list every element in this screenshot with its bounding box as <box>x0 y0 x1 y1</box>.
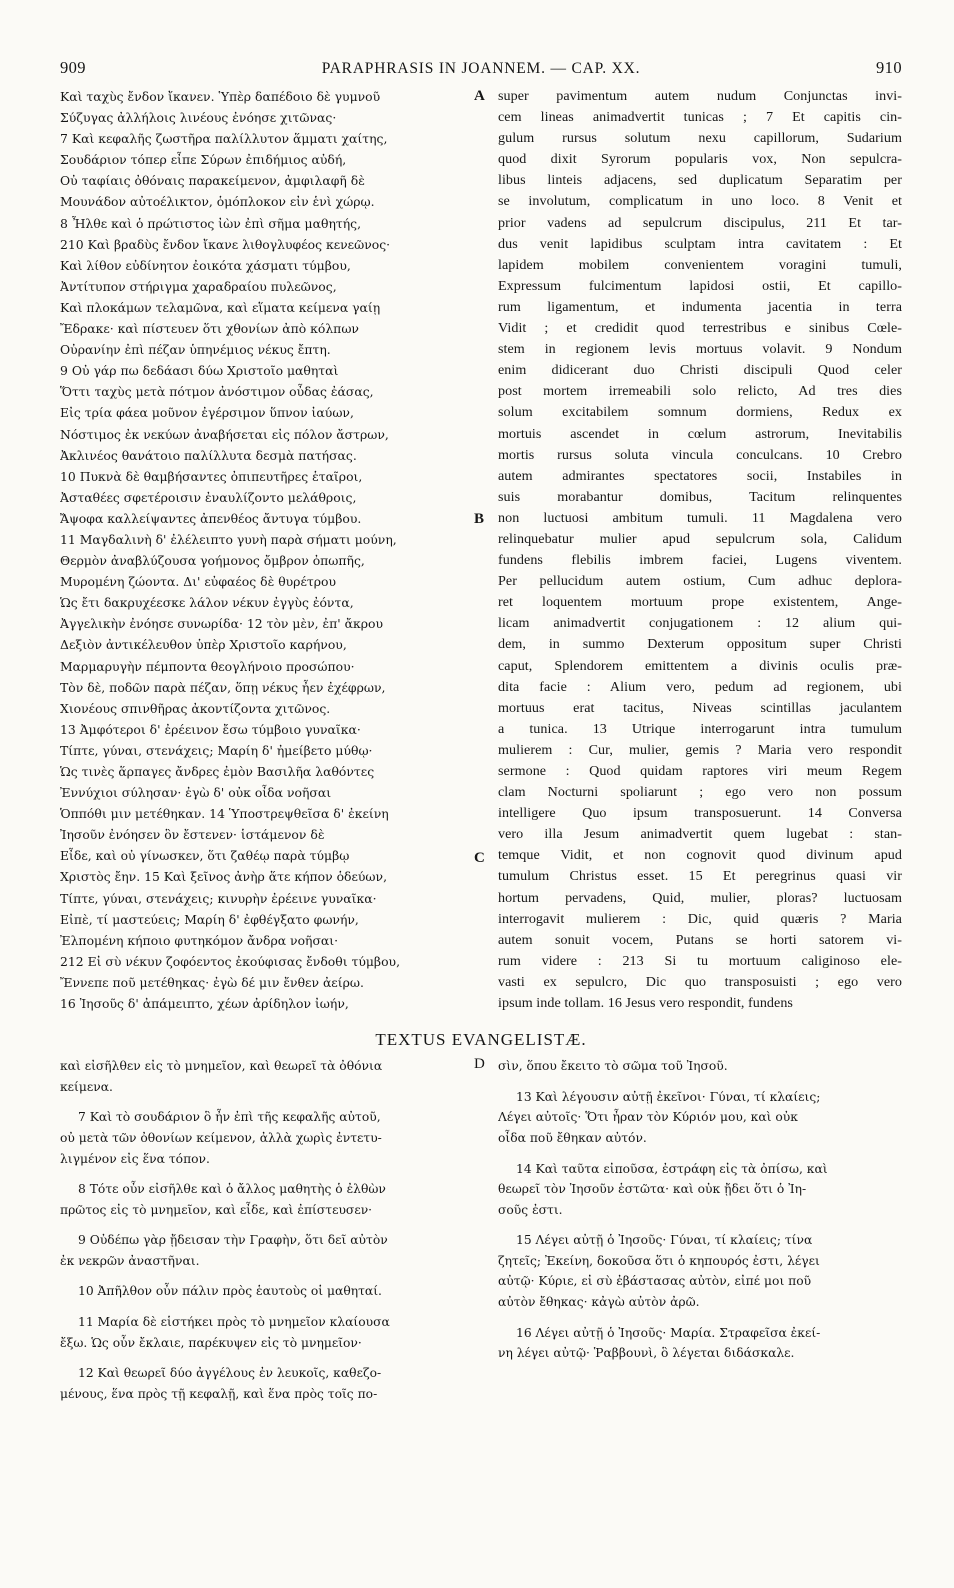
gospel-verse-paragraph <box>60 1363 464 1404</box>
page <box>60 58 902 1414</box>
paraphrase-section <box>60 86 902 1014</box>
latin-text-line: caput, Splendorem emittentem a divinis oculis præ- <box>498 657 902 674</box>
latin-text-line: temque Vidit, et non cognovit quod divinum apud <box>498 847 902 864</box>
gospel-verse-paragraph <box>60 1230 464 1271</box>
margin-marker-c: C <box>474 850 485 866</box>
gospel-text-line: 7 Καὶ τὸ σουδάριον ὃ ἦν ἐπὶ τῆς κεφαλῆς αὐτοῦ, <box>78 1110 381 1125</box>
latin-text-line: sermone : Quod quidam raptores viri meum Regem <box>498 763 902 779</box>
greek-verse-line: Ἀκλινέος θανάτοιο παλίλλυτα δεσμὰ πατήσας. <box>60 447 357 463</box>
gospel-text-line: πρῶτος εἰς τὸ μνημεῖον, καὶ εἶδε, καὶ ἐπίστευσεν· <box>60 1202 373 1217</box>
latin-text-line: prior vadens ad sepulcrum discipulus, 211 Et tar- <box>498 214 902 231</box>
latin-text-line: ret loquentem mortuum prope existentem, Ange- <box>498 594 902 611</box>
latin-text-line: dita facie : Alium vero, pedum ad regionem, ubi <box>498 678 902 695</box>
gospel-text-line: 16 Λέγει αὐτῇ ὁ Ἰησοῦς· Μαρία. Στραφεῖσα ἐκεί- <box>516 1325 821 1340</box>
latin-text-line: intelligere Quo ipsum transposuerunt. 14 Conversa <box>498 805 902 822</box>
latin-text-line: relinquebatur mulier apud sepulcrum sola, Calidum <box>498 530 902 547</box>
section-title: TEXTUS EVANGELISTÆ. <box>375 1030 587 1050</box>
latin-text-line: rum ligamentum, et indumenta jacentia in terra <box>498 298 902 315</box>
gospel-verse-paragraph <box>498 1056 902 1077</box>
greek-verse-line: 11 Μαγδαλινὴ δ' ἐλέλειπτο γυνὴ παρὰ σήματι μούνη, <box>60 531 397 547</box>
gospel-text-line: λιγμένον εἰς ἕνα τόπον. <box>60 1151 210 1166</box>
greek-verse-line: 10 Πυκνὰ δὲ θαμβήσαντες ὀπιπευτῆρες ἑταῖροι, <box>60 468 363 484</box>
greek-verse-line: Μαρμαρυγὴν πέμποντα θεογλήνοιο προσώπου· <box>60 658 355 674</box>
greek-verse-line: Τίπτε, γύναι, στενάχεις; Μαρίη δ' ἠμείβετο μύθῳ· <box>60 742 373 758</box>
latin-text-line: vasti ex sepulcro, Dic quo transposuisti ; ego vero <box>498 973 902 990</box>
greek-verse-line: 7 Καὶ κεφαλῆς ζωστῆρα παλίλλυτον ἅμματι χαίτης, <box>60 131 388 147</box>
latin-text-line: tumulum Christus esset. 15 Et peregrinus quasi vir <box>498 868 902 885</box>
gospel-text-line: καὶ εἰσῆλθεν εἰς τὸ μνημεῖον, καὶ θεωρεῖ τὰ ὀθόνια <box>60 1059 383 1074</box>
page-header <box>60 58 902 84</box>
latin-text-line: rum videre : 213 Si tu mortuum caliginoso ele- <box>498 952 902 969</box>
latin-text-line: enim didicerant duo Christi discipuli Quod celer <box>498 362 902 379</box>
gospel-text-line: 13 Καὶ λέγουσιν αὐτῇ ἐκεῖνοι· Γύναι, τί κλαίεις; <box>516 1089 821 1104</box>
gospel-text-line: αὐτὸν ἔθηκας· κἀγὼ αὐτὸν ἀρῶ. <box>498 1295 700 1310</box>
latin-text-line: solum excitabilem somnum dormiens, Redux ex <box>498 404 902 421</box>
greek-verse-line: Σουδάριον τόπερ εἶπε Σύρων ἐπιδήμιος αὐδή, <box>60 152 347 168</box>
gospel-verse-paragraph <box>498 1323 902 1364</box>
latin-text-line: se involutum, complicatum in uno loco. 8 Venit et <box>498 193 902 210</box>
greek-verse-line: Ὡς τινὲς ἅρπαγες ἄνδρες ἐμὸν Βασιλῆα λαθόντες <box>60 764 375 779</box>
gospel-text-line: αὐτῷ· Κύριε, εἰ σὺ ἐβάστασας αὐτὸν, εἰπέ μοι ποῦ <box>498 1274 812 1289</box>
gospel-text-left-column <box>60 1056 464 1414</box>
latin-text-line: ipsum inde tollam. 16 Jesus vero respondit, fundens <box>498 995 793 1012</box>
latin-text-line: non luctuosi ambitum tumuli. 11 Magdalena vero <box>498 509 902 526</box>
greek-verse-line: Μυρομένη ζώοντα. Δι' εὐφαέος δὲ θυρέτρου <box>60 574 337 590</box>
latin-text-line: cem lineas animadvertit tunicas ; 7 Et capitis cin- <box>498 109 902 126</box>
gospel-verse-paragraph <box>498 1087 902 1149</box>
gospel-verse-paragraph <box>60 1056 464 1097</box>
latin-text-line: lapidem mobilem convenientem voragini tumuli, <box>498 256 902 273</box>
latin-text-line: vero illa Jesum animadvertit quem lugebat : stan- <box>498 826 902 843</box>
gospel-text-line: θεωρεῖ τὸν Ἰησοῦν ἑστῶτα· καὶ οὐκ ᾔδει ὅτι ὁ Ἰη- <box>498 1182 807 1197</box>
gospel-text-line: 14 Καὶ ταῦτα εἰποῦσα, ἐστράφη εἰς τὰ ὀπίσω, καὶ <box>516 1161 828 1176</box>
gospel-text-line: 8 Τότε οὖν εἰσῆλθε καὶ ὁ ἄλλος μαθητὴς ὁ ἐλθὼν <box>78 1182 386 1197</box>
greek-verse-line: Ἐννύχιοι σύλησαν· ἐγὼ δ' οὐκ οἶδα νοῆσαι <box>60 785 332 801</box>
gospel-text-line: 9 Οὐδέπω γὰρ ᾔδεισαν τὴν Γραφὴν, ὅτι δεῖ αὐτὸν <box>78 1233 388 1248</box>
greek-verse-line: Ἔδρακε· καὶ πίστευεν ὅτι χθονίων ἀπὸ κόλπων <box>60 321 359 337</box>
gospel-verse-paragraph <box>60 1107 464 1169</box>
greek-verse-line: Οὐρανίην ἐπὶ πέζαν ὑπηνέμιος νέκυς ἔπτη. <box>60 342 331 358</box>
gospel-verse-paragraph <box>498 1230 902 1312</box>
greek-verse-line: Οὐ ταφίαις ὀθόναις παρακείμενον, ἀμφιλαφῆ δὲ <box>60 173 365 189</box>
latin-translation-column <box>498 86 902 1014</box>
latin-text-line: Vidit ; et credidit quod terrestribus e sinibus Cœle- <box>498 320 902 337</box>
greek-verse-line: Χριστὸς ἔην. 15 Καὶ ξεῖνος ἀνὴρ ἅτε κήπον ὁδεύων, <box>60 869 388 885</box>
right-page-number: 910 <box>876 58 902 77</box>
greek-verse-line: Ὅττι ταχὺς μετὰ πότμον ἀνόστιμον οὖδας ἐάσας, <box>60 384 374 400</box>
greek-verse-line: Ἔννεπε ποῦ μετέθηκας· ἐγὼ δέ μιν ἔνθεν ἀείρω. <box>60 974 364 990</box>
gospel-verse-paragraph <box>60 1312 464 1353</box>
greek-verse-line: Δεξιὸν ἀντικέλευθον ὑπὲρ Χριστοῖο καρήνου, <box>60 637 347 653</box>
greek-verse-column <box>60 86 470 1014</box>
greek-verse-line: Θερμὸν ἀναβλύζουσα γοήμονος ὄμβρον ὀπωπῆς, <box>60 553 365 569</box>
greek-verse-line: 8 Ἦλθε καὶ ὁ πρώτιστος ἰὼν ἐπὶ σῆμα μαθητής, <box>60 215 362 231</box>
greek-verse-line: Τὸν δὲ, ποδῶν παρὰ πέζαν, ὅπῃ νέκυς ἦεν ἐχέφρων, <box>60 679 386 695</box>
greek-verse-line: Εἰπὲ, τί μαστεύεις; Μαρίη δ' ἐφθέγξατο φωνήν, <box>60 911 359 927</box>
greek-verse-line: Εἰς τρία φάεα μοῦνον ἐγέρσιμον ὕπνον ἰαύων, <box>60 405 354 421</box>
latin-text-line: a tunica. 13 Utrique interrogarunt intra tumulum <box>498 720 902 737</box>
greek-verse-line: Τίπτε, γύναι, στενάχεις; κινυρὴν ἐρέεινε γυναῖκα· <box>60 890 377 906</box>
greek-verse-line: Ἀσταθέες σφετέροισιν ἐναυλίζοντο μελάθροις, <box>60 489 357 505</box>
gospel-text-line: νη λέγει αὐτῷ· Ῥαββουνὶ, ὃ λέγεται διδάσκαλε. <box>498 1346 795 1361</box>
greek-verse-line: 16 Ἰησοῦς δ' ἀπάμειπτο, χέων ἀρίδηλον ἰωήν, <box>60 996 349 1012</box>
gospel-text-line: ζητεῖς; Ἐκείνη, δοκοῦσα ὅτι ὁ κηπουρός ἐστι, λέγει <box>498 1253 820 1268</box>
greek-verse-line: Ἀγγελικὴν ἐνόησε συνωρίδα· 12 τὸν μὲν, ἐπ' ἄκρου <box>60 616 384 632</box>
greek-verse-line: Ὁππόθι μιν μετέθηκαν. 14 Ὑποστρεψθεῖσα δ' ἐκείνη <box>60 806 389 822</box>
gospel-text-line: 11 Μαρία δὲ εἱστήκει πρὸς τὸ μνημεῖον κλαίουσα <box>78 1315 390 1330</box>
gospel-text-line: ἐκ νεκρῶν ἀναστῆναι. <box>60 1253 200 1268</box>
latin-text-line: fundens flebilis imbrem faciei, Lugens viventem. <box>498 552 902 569</box>
left-page-number: 909 <box>60 58 86 77</box>
latin-text-line: dus venit lapidibus sculptam intra cavitatem : Et <box>498 235 902 252</box>
gospel-text-line: 10 Ἀπῆλθον οὖν πάλιν πρὸς ἑαυτοὺς οἱ μαθηταί. <box>78 1284 382 1299</box>
gospel-text-line: Λέγει αὐτοῖς· Ὅτι ἦραν τὸν Κύριόν μου, καὶ οὐκ <box>498 1110 798 1125</box>
greek-verse-line: Ὡς ἔτι δακρυχέεσκε λάλον νέκυν ἐγγὺς ἐόντα, <box>60 595 354 611</box>
greek-verse-line: Χιονέους σπινθῆρας ἀκοντίζοντα χιτῶνος. <box>60 700 331 716</box>
greek-verse-line: Σύζυγας ἀλλήλοις λινέους ἐνόησε χιτῶνας· <box>60 110 337 126</box>
latin-text-line: Expressum fulcimentum lapidosi ostii, Et capillo- <box>498 277 902 294</box>
latin-text-line: mulierem : Cur, mulier, gemis ? Maria vero respondit <box>498 741 902 758</box>
latin-text-line: dem, in summo Dexterum oppositum super Christi <box>498 636 902 653</box>
latin-text-line: mortis rursus soluta vincula conculcans. 10 Crebro <box>498 446 902 463</box>
gospel-text-line: ἔξω. Ὡς οὖν ἔκλαιε, παρέκυψεν εἰς τὸ μνημεῖον· <box>60 1335 362 1350</box>
greek-verse-line: 13 Ἀμφότεροι δ' ἐρέεινον ἔσω τύμβοιο γυναῖκα· <box>60 721 361 737</box>
gospel-verse-paragraph <box>60 1281 464 1302</box>
latin-text-line: licam animadvertit conjugationem : 12 alium qui- <box>498 615 902 632</box>
latin-text-line: autem admirantes spectatores socii, Instabiles in <box>498 467 902 484</box>
margin-marker-d: D <box>474 1056 485 1073</box>
gospel-verse-paragraph <box>60 1179 464 1220</box>
greek-verse-line: Ἐλπομένη κήποιο φυτηκόμον ἄνδρα νοῆσαι· <box>60 932 339 948</box>
margin-marker-a: A <box>474 88 485 104</box>
greek-verse-line: Ἰησοῦν ἐνόησεν ὃν ἔστενεν· ἱστάμενον δὲ <box>60 827 325 843</box>
gospel-text-right-column <box>498 1056 902 1414</box>
greek-verse-line: 212 Εἰ σὺ νέκυν ζοφόεντος ἐκούφισας ἔνδοθι τύμβου, <box>60 953 401 969</box>
latin-text-line: suis morabantur domibus, Tacitum relinquentes <box>498 488 902 505</box>
greek-verse-line: Μουνάδον αὐτοέλικτον, ὁμόπλοκον εἰν ἑνὶ χώρῳ. <box>60 194 375 210</box>
gospel-text-line: σὶν, ὅπου ἔκειτο τὸ σῶμα τοῦ Ἰησοῦ. <box>498 1059 728 1074</box>
gospel-text-line: 15 Λέγει αὐτῇ ὁ Ἰησοῦς· Γύναι, τί κλαίεις; τίνα <box>516 1233 813 1248</box>
latin-text-line: autem sonuit vocem, Putans se horti satorem vi- <box>498 931 902 948</box>
greek-verse-line: Νόστιμος ἐκ νεκύων ἀναβήσεται εἰς πόλον ἄστρων, <box>60 426 389 442</box>
greek-verse-line: Ἄψοφα καλλείψαντες ἀπενθέος ἄντυγα τύμβου. <box>60 510 362 526</box>
gospel-text-line: κείμενα. <box>60 1079 113 1094</box>
greek-verse-line: Εἶδε, καὶ οὐ γίνωσκεν, ὅτι ζαθέῳ παρὰ τύμβῳ <box>60 848 350 864</box>
latin-text-line: gulum rursus solutum nexu capillorum, Sudarium <box>498 130 902 147</box>
greek-verse-line: Καὶ λίθον εὐδίνητον ἐοικότα χάσματι τύμβου, <box>60 257 351 273</box>
gospel-text-line: σοῦς ἐστι. <box>498 1202 563 1217</box>
greek-verse-line: Ἀντίτυπον στήριγμα χαραδραίου πυλεῶνος, <box>60 278 337 294</box>
latin-text-line: mortuis ascendet in cœlum astrorum, Inevitabilis <box>498 425 902 442</box>
latin-text-line: post mortem irremeabili solo relicto, Ad tres dies <box>498 383 902 400</box>
gospel-text-line: οὐ μετὰ τῶν ὀθονίων κείμενον, ἀλλὰ χωρὶς ἐντετυ- <box>60 1130 382 1145</box>
running-title: PARAPHRASIS IN JOANNEM. — CAP. XX. <box>321 60 641 77</box>
gospel-text-line: μένους, ἕνα πρὸς τῇ κεφαλῇ, καὶ ἕνα πρὸς τοῖς πο- <box>60 1386 378 1401</box>
latin-text-line: interrogavit mulierem : Dic, quid quæris ? Maria <box>498 910 902 927</box>
greek-verse-line: 9 Οὐ γάρ πω δεδάασι δύω Χριστοῖο μαθηταὶ <box>60 363 339 379</box>
gospel-text-section <box>60 1056 902 1414</box>
latin-text-line: Per pellucidum autem ostium, Cum adhuc deplora- <box>498 573 902 590</box>
latin-text-line: super pavimentum autem nudum Conjunctas invi- <box>498 88 902 104</box>
greek-verse-line: 210 Καὶ βραδὺς ἔνδον ἴκανε λιθογλυφέος κενεῶνος· <box>60 236 391 252</box>
greek-verse-line: Καὶ πλοκάμων τελαμῶνα, καὶ εἵματα κείμενα γαίῃ <box>60 299 381 315</box>
margin-marker-b: B <box>474 511 485 527</box>
gospel-verse-paragraph <box>498 1159 902 1221</box>
latin-text-line: hortum pervadens, Quid, mulier, ploras? luctuosam <box>498 889 902 906</box>
gospel-text-line: 12 Καὶ θεωρεῖ δύο ἀγγέλους ἐν λευκοῖς, καθεζο- <box>78 1366 382 1381</box>
latin-text-line: mortuus erat tacitus, Niveas scintillas jaculantem <box>498 699 902 716</box>
gospel-text-line: οἶδα ποῦ ἔθηκαν αὐτόν. <box>498 1130 647 1145</box>
latin-text-line: stem in regionem levis mortuus volavit. 9 Nondum <box>498 341 902 358</box>
latin-text-line: clam Nocturni spoliarunt ; ego vero non possum <box>498 784 902 801</box>
latin-text-line: libus linteis adjacens, sed duplicatum Separatim per <box>498 172 902 189</box>
greek-verse-line: Καὶ ταχὺς ἔνδον ἴκανεν. Ὑπὲρ δαπέδοιο δὲ γυμνοῦ <box>60 89 381 104</box>
latin-text-line: quod dixit Syrorum popularis vox, Non sepulcra- <box>498 151 902 168</box>
